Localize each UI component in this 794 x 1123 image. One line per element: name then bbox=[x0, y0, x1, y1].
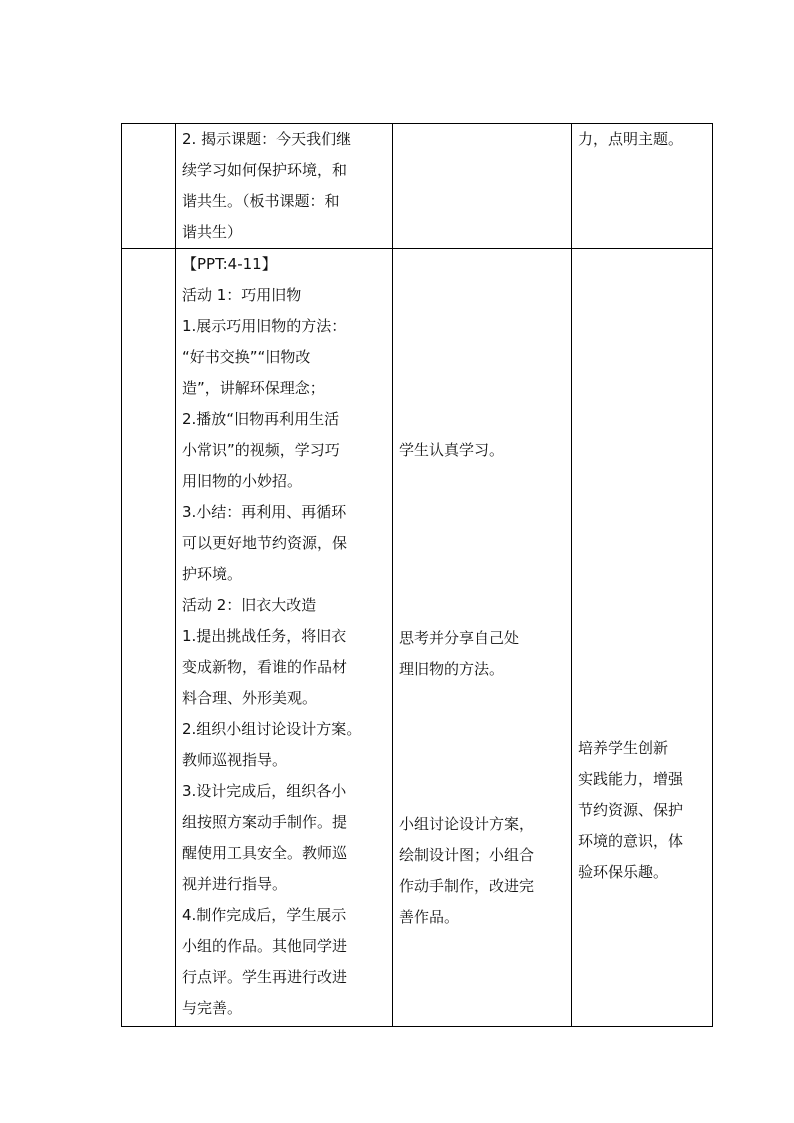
text-line: 实践能力，增强 bbox=[578, 770, 684, 788]
text-line: 组按照方案动手制作。提 bbox=[182, 813, 348, 831]
text-line: 2. 揭示课题：今天我们继 bbox=[182, 130, 352, 148]
stage-cell bbox=[122, 124, 176, 249]
text-line: 用旧物的小妙招。 bbox=[182, 472, 303, 490]
text-line: 验环保乐趣。 bbox=[578, 863, 669, 881]
lesson-plan-table bbox=[121, 123, 713, 1027]
text-line: 学生认真学习。 bbox=[399, 441, 505, 459]
text-line: 培养学生创新 bbox=[578, 739, 669, 757]
text-line: “好书交换”“旧物改 bbox=[182, 348, 311, 366]
text-line: 可以更好地节约资源，保 bbox=[182, 534, 348, 552]
text-line: 2.播放“旧物再利用生活 bbox=[182, 410, 340, 428]
stage-cell bbox=[122, 249, 176, 1027]
text-line: 与完善。 bbox=[182, 999, 243, 1017]
text-line: 3.设计完成后，组织各小 bbox=[182, 782, 347, 800]
text-line: 善作品。 bbox=[399, 908, 460, 926]
student-activity-cell bbox=[393, 249, 572, 1027]
text-line: 小组的作品。其他同学进 bbox=[182, 937, 348, 955]
text-line: 2.组织小组讨论设计方案。 bbox=[182, 720, 362, 738]
text-line: 变成新物，看谁的作品材 bbox=[182, 658, 348, 676]
text-line: 造”，讲解环保理念； bbox=[182, 379, 325, 397]
text-line: 谐共生） bbox=[182, 223, 243, 241]
text-line: 节约资源、保护 bbox=[578, 801, 684, 819]
teacher-activity-cell bbox=[176, 249, 393, 1027]
text-line: 视并进行指导。 bbox=[182, 875, 288, 893]
text-line: 教师巡视指导。 bbox=[182, 751, 288, 769]
text-line: 1.提出挑战任务，将旧衣 bbox=[182, 627, 347, 645]
table-row bbox=[122, 124, 713, 249]
student-activity-cell bbox=[393, 124, 572, 249]
teacher-activity-cell bbox=[176, 124, 393, 249]
table-row bbox=[122, 249, 713, 1027]
text-line: 护环境。 bbox=[182, 565, 243, 583]
text-line: 活动 1：巧用旧物 bbox=[182, 286, 302, 304]
text-line: 思考并分享自己处 bbox=[399, 629, 520, 647]
text-line: 行点评。学生再进行改进 bbox=[182, 968, 348, 986]
text-line: 作动手制作，改进完 bbox=[399, 877, 535, 895]
text-line: 3.小结：再利用、再循环 bbox=[182, 503, 347, 521]
text-line: 谐共生。（板书课题：和 bbox=[182, 192, 340, 210]
text-line: 醒使用工具安全。教师巡 bbox=[182, 844, 348, 862]
design-intent-cell bbox=[572, 124, 713, 249]
design-intent-cell bbox=[572, 249, 713, 1027]
text-line: 活动 2：旧衣大改造 bbox=[182, 596, 317, 614]
text-line: 理旧物的方法。 bbox=[399, 660, 505, 678]
text-line: 小组讨论设计方案， bbox=[399, 815, 535, 833]
text-line: 1.展示巧用旧物的方法： bbox=[182, 317, 347, 335]
text-line: 环境的意识，体 bbox=[578, 832, 684, 850]
text-line: 力，点明主题。 bbox=[578, 130, 684, 148]
text-line: 小常识”的视频，学习巧 bbox=[182, 441, 340, 459]
text-line: 绘制设计图；小组合 bbox=[399, 846, 535, 864]
text-line: 4.制作完成后，学生展示 bbox=[182, 906, 347, 924]
text-line: 续学习如何保护环境，和 bbox=[182, 161, 348, 179]
text-line: 【PPT:4-11】 bbox=[182, 255, 277, 273]
text-line: 料合理、外形美观。 bbox=[182, 689, 318, 707]
